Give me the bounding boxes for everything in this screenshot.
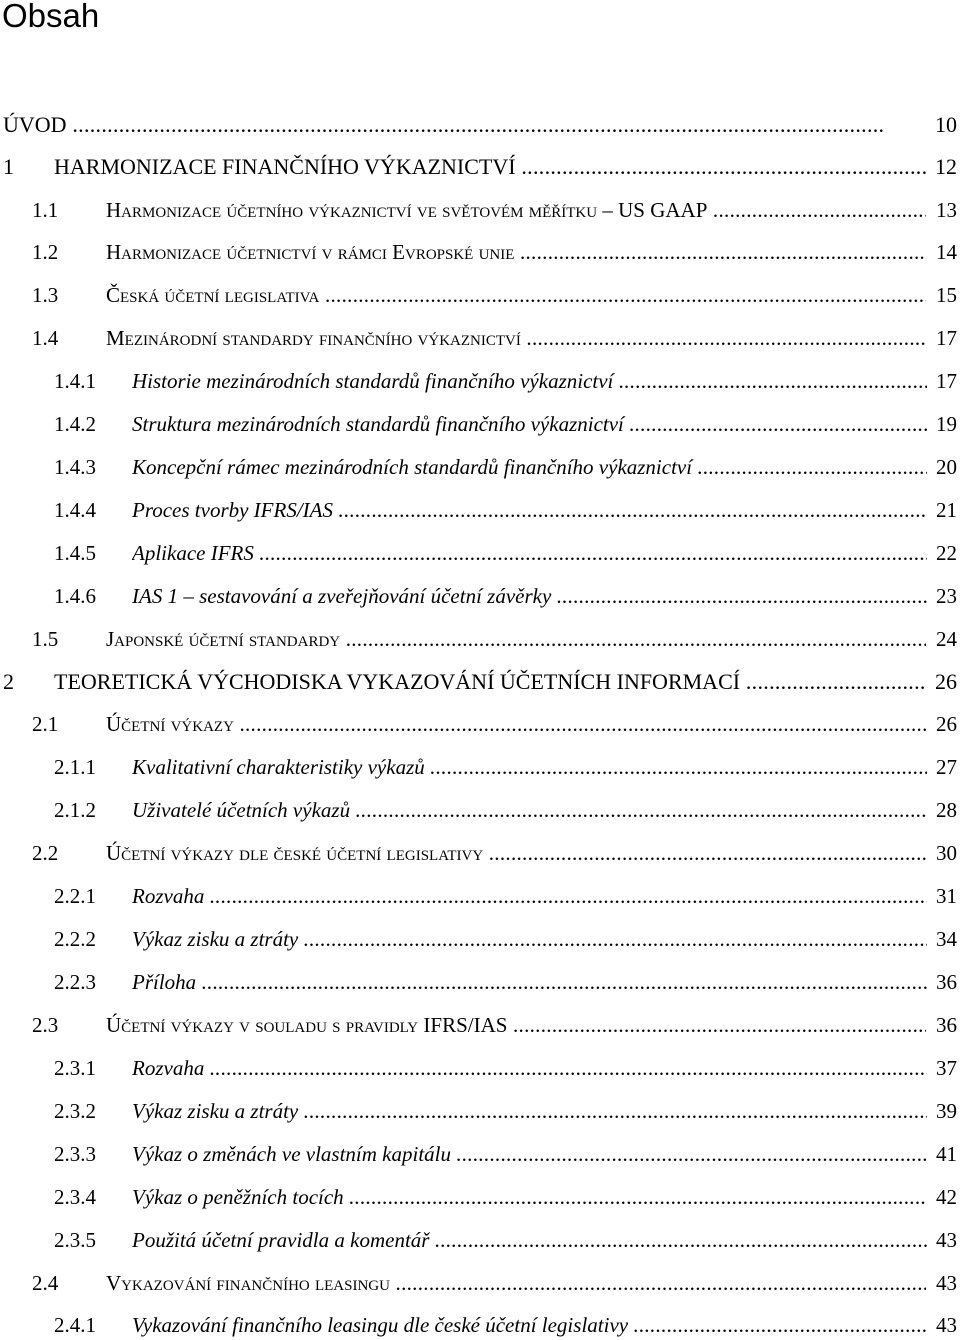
toc-section-number: 2.1 [32,712,59,736]
toc-entry-text: Účetní výkazy dle české účetní legislativy ..... [106,838,926,868]
toc-page-number: 10 [935,112,957,137]
toc-page-number: 36 [936,970,957,994]
toc-section-number: 1.2 [32,240,59,264]
toc-section-number: 1.4.1 [54,369,96,393]
toc-section-number: 1.3 [32,283,59,307]
toc-entry-text: Kvalitativní charakteristiky výkazů ..... [132,752,927,782]
toc-section-number: 2.3.2 [54,1099,96,1123]
toc-entry-text: Aplikace IFRS ..... [132,538,927,568]
toc-section-number: 2 [3,669,14,694]
toc-entry-text: Účetní výkazy v souladu s pravidly IFRS/IAS ..... [106,1010,926,1040]
toc-entry-text: Harmonizace účetního výkaznictví ve světovém měřítku – US GAAP ..... [106,195,926,225]
toc-entry-text: Vykazování finančního leasingu dle české účetní legislativy ..... [132,1310,927,1340]
toc-section-number: 1.1 [32,198,59,222]
toc-section-number: 2.3.4 [54,1185,96,1209]
toc-section-number: 2.3.3 [54,1142,96,1166]
toc-page-number: 37 [936,1056,957,1080]
toc-entry-text: Výkaz o peněžních tocích ..... [132,1182,927,1212]
toc-entry-text: Uživatelé účetních výkazů ..... [132,795,927,825]
toc-page-number: 31 [936,884,957,908]
toc-section-number: 2.2.1 [54,884,96,908]
toc-entry-2-1-2[interactable] [0,795,957,825]
toc-section-number: 1.4.6 [54,584,96,608]
toc-entry-2-1-1[interactable] [0,752,957,782]
toc-entry-2-3-5[interactable] [0,1225,957,1255]
toc-entry-text: TEORETICKÁ VÝCHODISKA VYKAZOVÁNÍ ÚČETNÍCH INFORMACÍ ..... [54,667,926,697]
toc-entry-2-2-3[interactable] [0,967,957,997]
toc-entry-text: Harmonizace účetnictví v rámci Evropské unie ..... [106,237,926,267]
toc-page-number: 28 [936,798,957,822]
toc-entry-text: Česká účetní legislativa ..... [106,280,926,310]
toc-page-number: 21 [936,498,957,522]
toc-entry-text: Rozvaha ..... [132,881,927,911]
toc-page-number: 14 [936,240,957,264]
toc-page-number: 26 [936,712,957,736]
toc-entry-text: Mezinárodní standardy finančního výkaznictví ..... [106,323,926,353]
toc-section-number: 2.2 [32,841,59,865]
toc-page-number: 39 [936,1099,957,1123]
toc-entry-text: HARMONIZACE FINANČNÍHO VÝKAZNICTVÍ ..... [54,152,926,182]
toc-entry-1-4-5[interactable] [0,538,957,568]
toc-entry-1-5[interactable] [0,624,957,654]
toc-section-number: 2.2.2 [54,927,96,951]
toc-section-number: 2.3.5 [54,1228,96,1252]
toc-section-number: 2.3.1 [54,1056,96,1080]
toc-entry-text: Koncepční rámec mezinárodních standardů finančního výkaznictví ..... [132,452,927,482]
toc-entry-text: Proces tvorby IFRS/IAS ..... [132,495,927,525]
toc-entry-2-3-3[interactable] [0,1139,957,1169]
toc-entry-text: Japonské účetní standardy ..... [106,624,926,654]
toc-entry-text: Vykazování finančního leasingu ..... [106,1268,926,1298]
toc-section-number: 2.3 [32,1013,59,1037]
toc-entry-text: Účetní výkazy ..... [106,709,926,739]
toc-section-number: 1.4.4 [54,498,96,522]
toc-entry-1-3[interactable] [0,280,957,310]
toc-entry-uvod[interactable] [0,110,957,140]
toc-page-number: 13 [936,198,957,222]
toc-page-number: 34 [936,927,957,951]
toc-section-number: 2.2.3 [54,970,96,994]
toc-page-number: 19 [936,412,957,436]
toc-section-number: 2.4 [32,1271,59,1295]
toc-entry-1-4-4[interactable] [0,495,957,525]
toc-entry-text: Příloha ..... [132,967,927,997]
toc-entry-1-4-2[interactable] [0,409,957,439]
toc-entry-1-4-6[interactable] [0,581,957,611]
toc-entry-2-4[interactable] [0,1268,957,1298]
toc-section-number: 2.1.2 [54,798,96,822]
toc-entry-1-4-3[interactable] [0,452,957,482]
toc-page-number: 24 [936,627,957,651]
toc-entry-text: Výkaz zisku a ztráty ..... [132,1096,927,1126]
toc-entry-text: Výkaz o změnách ve vlastním kapitálu ..... [132,1139,927,1169]
toc-page-number: 27 [936,755,957,779]
toc-page-number: 12 [935,154,957,179]
toc-section-number: 2.1.1 [54,755,96,779]
toc-entry-1[interactable] [0,152,957,182]
toc-entry-2-4-1[interactable] [0,1310,957,1340]
toc-section-number: 1.4.3 [54,455,96,479]
toc-entry-1-4-1[interactable] [0,366,957,396]
toc-entry-text: Rozvaha ..... [132,1053,927,1083]
toc-entry-2-3[interactable] [0,1010,957,1040]
toc-page-number: 17 [936,326,957,350]
toc-entry-2-3-4[interactable] [0,1182,957,1212]
toc-entry-text: Výkaz zisku a ztráty ..... [132,924,927,954]
toc-entry-text: Historie mezinárodních standardů finančního výkaznictví ..... [132,366,927,396]
page-title: Obsah [2,0,100,34]
toc-section-number: 2.4.1 [54,1313,96,1337]
toc-section-number: 1.4.2 [54,412,96,436]
toc-entry-2-3-1[interactable] [0,1053,957,1083]
toc-page-number: 43 [936,1313,957,1337]
toc-page-number: 36 [936,1013,957,1037]
toc-page-number: 20 [936,455,957,479]
toc-page-number: 41 [936,1142,957,1166]
toc-entry-2-2-2[interactable] [0,924,957,954]
toc-entry-1-4[interactable] [0,323,957,353]
toc-section-number: 1.5 [32,627,59,651]
toc-entry-1-2[interactable] [0,237,957,267]
toc-entry-text: Struktura mezinárodních standardů finančního výkaznictví ..... [132,409,927,439]
toc-entry-text: ÚVOD ..... [3,110,883,140]
toc-page-number: 15 [936,283,957,307]
toc-page-number: 42 [936,1185,957,1209]
toc-page-number: 22 [936,541,957,565]
toc-page-number: 17 [936,369,957,393]
toc-section-number: 1.4 [32,326,59,350]
toc-entry-2-2[interactable] [0,838,957,868]
toc-section-number: 1.4.5 [54,541,96,565]
toc-entry-2[interactable] [0,667,957,697]
toc-entry-text: Použitá účetní pravidla a komentář ..... [132,1225,927,1255]
toc-page-number: 43 [936,1228,957,1252]
toc-page-number: 30 [936,841,957,865]
toc-entry-1-1[interactable] [0,195,957,225]
toc-page-number: 43 [936,1271,957,1295]
toc-entry-2-2-1[interactable] [0,881,957,911]
toc-page-number: 26 [935,669,957,694]
toc-entry-2-3-2[interactable] [0,1096,957,1126]
toc-page-number: 23 [936,584,957,608]
toc-section-number: 1 [3,154,14,179]
toc-entry-2-1[interactable] [0,709,957,739]
toc-entry-text: IAS 1 – sestavování a zveřejňování účetní závěrky ..... [132,581,927,611]
